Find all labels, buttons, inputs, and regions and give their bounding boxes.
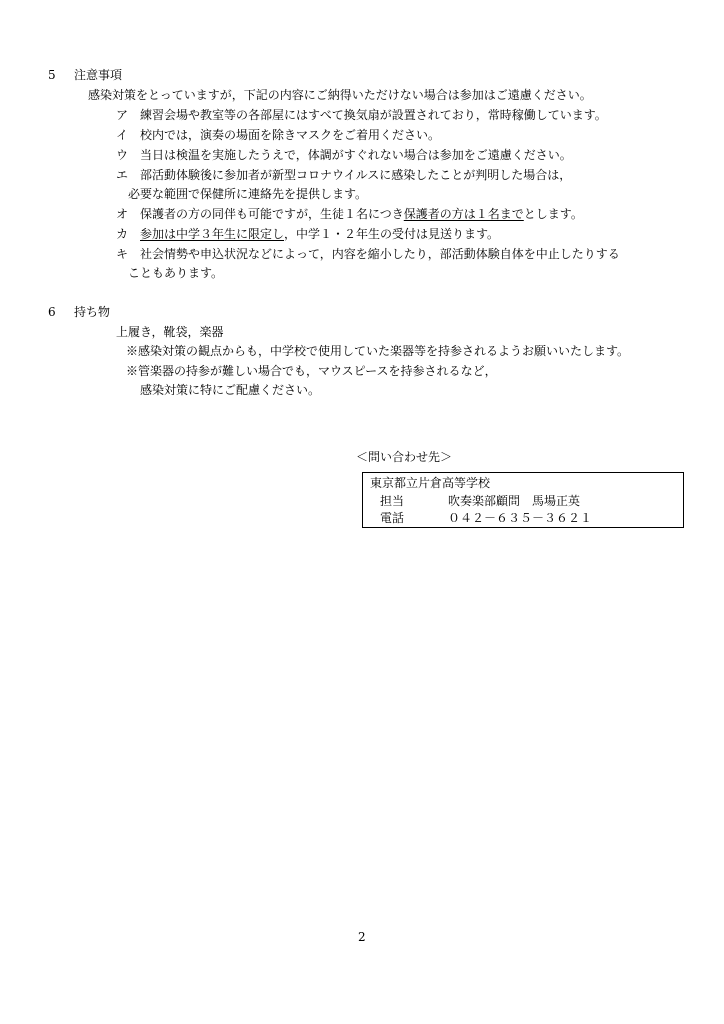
item-a-mark: ア [116,108,129,122]
item-e-mark: エ [116,168,129,182]
item-ka-text [140,225,499,245]
item-ka-post: ，中学１・２年生の受付は見送ります。 [284,227,500,241]
contact-box [362,472,684,528]
section-5-heading: 注意事項 [74,68,123,82]
item-ki-text: 社会情勢や申込状況などによって，内容を縮小したり，部活動体験自体を中止したりする [140,247,620,261]
item-u-mark: ウ [116,148,129,162]
item-o-pre: 保護者の方の同伴も可能ですが，生徒１名につき [140,207,404,221]
item-e-continuation: 必要な範囲で保健所に連絡先を提供します。 [128,187,368,201]
item-i-text: 校内では，演奏の場面を除きマスクをご着用ください。 [140,128,441,142]
item-ka-mark: カ [116,227,129,241]
item-e-text: 部活動体験後に参加者が新型コロナウイルスに感染したことが判明した場合は， [140,168,572,182]
note-instruments: ※感染対策の観点からも，中学校で使用していた楽器等を持参されるようお願いいたします。 [126,344,630,358]
section-6-heading: 持ち物 [74,305,111,319]
contact-phone-value: ０４２－６３５－３６２１ [448,511,593,525]
contact-person-value: 吹奏楽部顧問 馬場正英 [448,494,581,508]
item-o-underlined: 保護者の方は１名まで [403,207,524,221]
item-ka-underlined: 参加は中学３年生に限定し [140,227,285,241]
note-mouthpiece-continuation: 感染対策に特にご配慮ください。 [140,383,321,397]
item-o-text [140,205,583,225]
note-mouthpiece: ※管楽器の持参が難しい場合でも，マウスピースを持参されるなど， [126,364,497,378]
contact-school: 東京都立片倉高等学校 [370,476,491,490]
item-ki-mark: キ [116,247,129,261]
item-o-post: とします。 [523,207,583,221]
contact-person-label: 担当 [380,494,405,508]
item-u-text: 当日は検温を実施したうえで，体調がすぐれない場合は参加をご遠慮ください。 [140,148,572,162]
contact-phone-label: 電話 [380,511,405,525]
item-ki-continuation: こともあります。 [128,266,224,280]
item-o-mark: オ [116,207,129,221]
section-6-number: 6 [48,305,56,319]
section-5-number: 5 [48,68,56,82]
section-5-intro: 感染対策をとっていますが，下記の内容にご納得いただけない場合は参加はご遠慮ください。 [88,88,592,102]
page-number: 2 [358,930,366,944]
items-to-bring: 上履き，靴袋，楽器 [116,325,224,339]
contact-caption: ＜問い合わせ先＞ [356,450,453,464]
item-a-text: 練習会場や教室等の各部屋にはすべて換気扇が設置されており，常時稼働しています。 [140,108,607,122]
item-i-mark: イ [116,128,129,142]
